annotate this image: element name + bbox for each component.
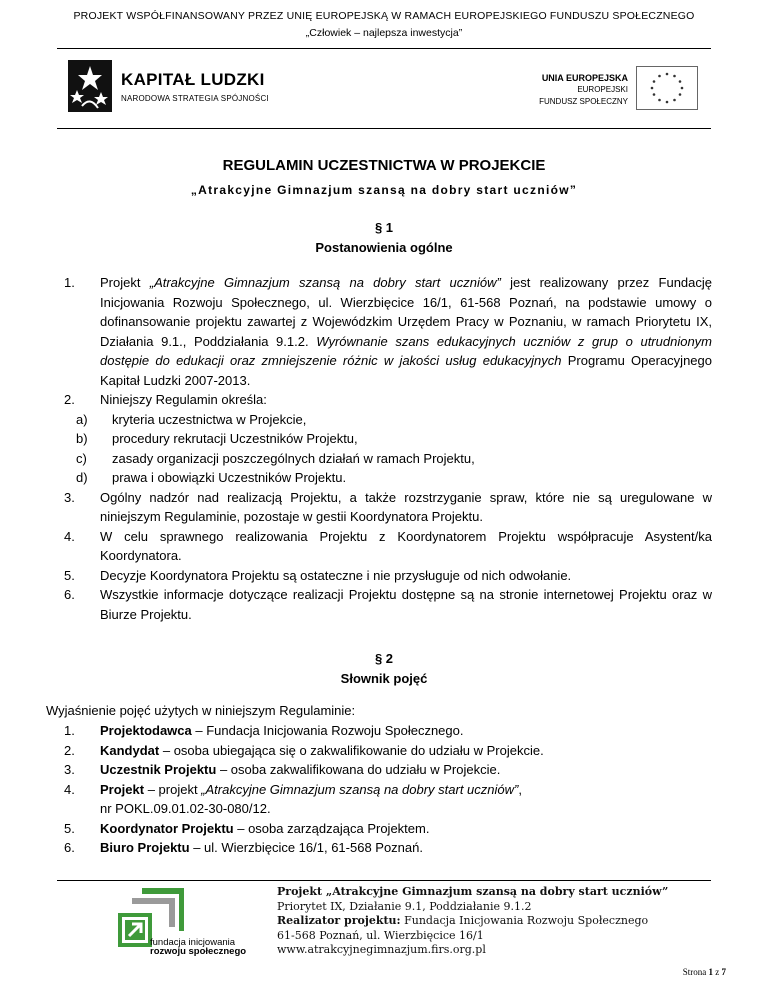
- glossary-definition-end: ,: [518, 781, 522, 797]
- glossary-definition: – osoba ubiegająca się o zakwalifikowanie do udziału w Projekcie.: [159, 742, 544, 758]
- page-label: Strona: [682, 967, 709, 977]
- sub-list-item: [64, 449, 712, 469]
- sub-list: [64, 410, 712, 488]
- glossary-definition: – osoba zakwalifikowana do udziału w Projekcie.: [216, 762, 501, 777]
- glossary-term: Uczestnik Projektu: [100, 762, 217, 777]
- document-subtitle: „Atrakcyjne Gimnazjum szansą na dobry start uczniów”: [190, 183, 578, 197]
- measure-name-italic: Wyrównanie szans edukacyjnych uczniów z grup o utrudnionym dostępie do edukacji oraz zmniejszenie różnic w jakości usług edukacyjnych: [100, 333, 713, 368]
- glossary-definition: – ul. Wierzbięcice 16/1, 61-568 Poznań.: [189, 840, 423, 855]
- kapital-ludzki-subtitle: NARODOWA STRATEGIA SPÓJNOŚCI: [121, 94, 269, 103]
- glossary-list: [64, 721, 684, 858]
- firs-logo-text-1: fundacja inicjowania: [150, 937, 236, 948]
- section-2-number: § 2: [374, 651, 394, 666]
- item-number: 2.: [64, 742, 75, 758]
- glossary-term: Kandydat: [100, 742, 160, 758]
- sub-list-item: [64, 468, 712, 488]
- item-number: 5.: [64, 567, 75, 583]
- kapital-ludzki-logo-icon: [68, 60, 112, 112]
- item-text: Projekt: [100, 275, 150, 290]
- sub-item-text: zasady organizacji poszczególnych działań w ramach Projektu,: [112, 450, 475, 466]
- project-number: nr POKL.09.01.02-30-080/12.: [100, 801, 271, 816]
- footer-website: www.atrakcyjnegimnazjum.firs.org.pl: [277, 943, 486, 956]
- sub-item-letter: b): [76, 431, 88, 446]
- header-line-1: PROJEKT WSPÓŁFINANSOWANY PRZEZ UNIĘ EUROPEJSKĄ W RAMACH EUROPEJSKIEGO FUNDUSZU SPOŁECZNEGO: [73, 10, 695, 22]
- sub-list-item: [64, 410, 712, 430]
- section-1-number: § 1: [374, 220, 394, 235]
- footer-address: 61-568 Poznań, ul. Wierzbięcice 16/1: [277, 928, 484, 942]
- glossary-item: [64, 741, 684, 761]
- sub-item-text: prawa i obowiązki Uczestników Projektu.: [112, 470, 347, 485]
- item-text: jest realizowany przez Fundację Inicjowania Rozwoju Społecznego, ul. Wierzbięcice 16/1, 61-568 Poznań, na podstawie umowy o dofinansowanie projektu zawartej z Wojewódzkim Urzędem Pracy w Poznaniu, w ramach Priorytetu IX, Działania 9.1., Poddziałania 9.1.2.: [100, 275, 712, 349]
- project-name-italic: „Atrakcyjne Gimnazjum szansą na dobry start uczniów”: [149, 275, 501, 290]
- list-item: [64, 273, 712, 390]
- footer-realizator: [277, 914, 668, 929]
- eu-label-line-3: FUNDUSZ SPOŁECZNY: [539, 97, 628, 106]
- item-text: W celu sprawnego realizowania Projektu z Koordynatorem Projektu współpracuje Asystent/ka Koordynatora.: [100, 528, 712, 563]
- document-title: REGULAMIN UCZESTNICTWA W PROJEKCIE: [222, 157, 546, 174]
- page-total: 7: [721, 967, 726, 977]
- section-1-title: Postanowienia ogólne: [315, 240, 453, 255]
- page-separator: z: [713, 967, 722, 977]
- page-current: 1: [708, 967, 713, 977]
- eu-label-line-2: EUROPEJSKI: [577, 85, 628, 94]
- glossary-item: [64, 721, 684, 741]
- page-number: [683, 967, 726, 977]
- item-text: Niniejszy Regulamin określa:: [100, 392, 267, 407]
- sub-item-text: kryteria uczestnictwa w Projekcie,: [112, 411, 307, 427]
- footer-priority: Priorytet IX, Działanie 9.1, Poddziałanie 9.1.2: [277, 899, 532, 913]
- glossary-item: [64, 760, 684, 780]
- footer-project-name: Projekt „Atrakcyjne Gimnazjum szansą na dobry start uczniów”: [277, 885, 669, 898]
- section-1-list: [64, 273, 712, 624]
- footer-realizator-label: Realizator projektu:: [277, 914, 401, 927]
- glossary-term: Koordynator Projektu: [100, 820, 234, 836]
- item-number: 3.: [64, 762, 75, 777]
- kapital-ludzki-name: KAPITAŁ LUDZKI: [121, 70, 265, 89]
- section-2-intro: Wyjaśnienie pojęć użytych w niniejszym Regulaminie:: [46, 703, 356, 718]
- sub-item-text: procedury rekrutacji Uczestników Projektu,: [112, 431, 358, 446]
- item-number: 2.: [64, 392, 75, 407]
- eu-label-line-1: UNIA EUROPEJSKA: [541, 73, 628, 83]
- item-text: Wszystkie informacje dotyczące realizacji Projektu dostępne są na stronie internetowej Projektu oraz w Biurze Projektu.: [100, 587, 712, 622]
- list-item: [64, 390, 712, 488]
- header-divider: [57, 48, 711, 49]
- glossary-item: [64, 819, 684, 839]
- glossary-definition: – osoba zarządzająca Projektem.: [233, 820, 430, 836]
- sub-item-letter: a): [76, 411, 88, 427]
- glossary-term: Projektodawca: [100, 723, 192, 738]
- item-text: Ogólny nadzór nad realizacją Projektu, a także rozstrzyganie spraw, które nie są uregulowane w niniejszym Regulaminie, pozostaje w gestii Koordynatora Projektu.: [100, 489, 712, 524]
- item-text: Programu Operacyjnego Kapitał Ludzki 2007-2013.: [100, 353, 712, 388]
- item-text: Decyzje Koordynatora Projektu są ostateczne i nie przysługuje od nich odwołanie.: [100, 567, 572, 583]
- section-2-title: Słownik pojęć: [340, 671, 428, 686]
- glossary-term: Projekt: [100, 781, 145, 797]
- glossary-definition: – Fundacja Inicjowania Rozwoju Społecznego.: [191, 723, 464, 738]
- item-number: 1.: [64, 723, 75, 738]
- footer-info: [277, 885, 668, 958]
- list-item: [64, 566, 712, 586]
- eu-flag-icon: [636, 66, 698, 110]
- glossary-term: Biuro Projektu: [100, 840, 190, 855]
- logo-divider: [57, 128, 711, 129]
- item-number: 4.: [64, 781, 75, 797]
- firs-logo-text-2: rozwoju społecznego: [150, 946, 247, 957]
- eu-fund-label: [520, 72, 628, 108]
- item-number: 6.: [64, 587, 75, 602]
- item-number: 3.: [64, 489, 75, 505]
- item-number: 1.: [64, 275, 75, 290]
- list-item: [64, 585, 712, 624]
- item-number: 6.: [64, 840, 75, 855]
- glossary-item: [64, 780, 684, 819]
- item-number: 4.: [64, 528, 75, 544]
- glossary-definition: – projekt: [144, 781, 202, 797]
- sub-item-letter: c): [76, 450, 87, 466]
- footer-realizator-name: Fundacja Inicjowania Rozwoju Społecznego: [400, 914, 649, 927]
- footer-divider: [57, 880, 711, 881]
- list-item: [64, 488, 712, 527]
- header-line-2: „Człowiek – najlepsza inwestycja”: [305, 27, 463, 39]
- sub-item-letter: d): [76, 470, 88, 485]
- list-item: [64, 527, 712, 566]
- item-number: 5.: [64, 820, 75, 836]
- glossary-item: [64, 838, 684, 858]
- project-name-italic: „Atrakcyjne Gimnazjum szansą na dobry start uczniów”: [201, 781, 519, 797]
- sub-list-item: [64, 429, 712, 449]
